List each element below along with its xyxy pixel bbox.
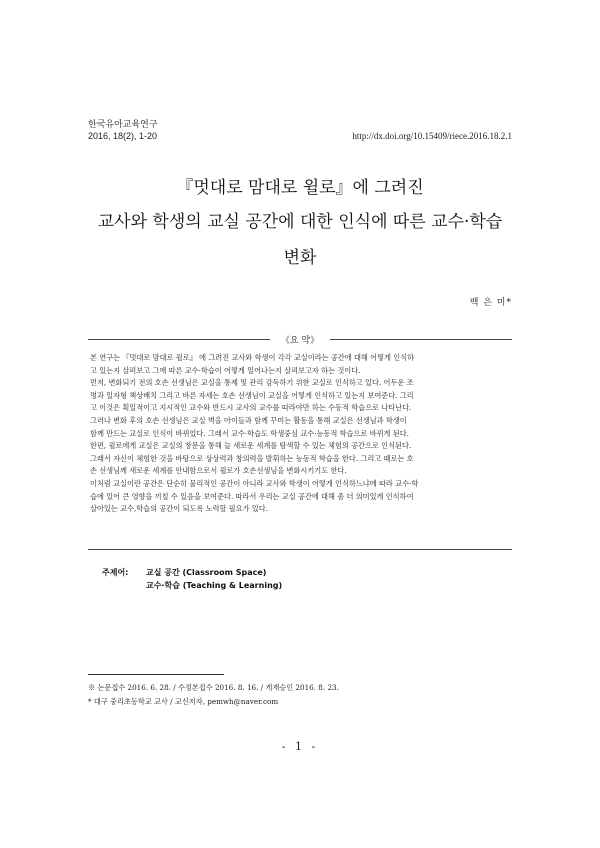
keyword-item: 교실 공간 (Classroom Space): [146, 568, 267, 577]
doi-link[interactable]: http://dx.doi.org/10.15409/riece.2016.18.2.1: [352, 131, 512, 141]
page-number: - 1 -: [281, 740, 319, 753]
footnote-rule: [88, 674, 224, 675]
abstract-line: 살아있는 교수,학습의 공간이 되도록 노력할 필요가 있다.: [90, 504, 268, 514]
abstract-body: [90, 352, 510, 516]
title-line-2: 교사와 학생의 교실 공간에 대한 인식에 따른 교수·학습: [97, 212, 503, 232]
footnote-dates: ※ 논문접수 2016. 6. 28. / 수정본접수 2016. 8. 16. / 게재승인 2016. 8. 23.: [88, 683, 339, 692]
abstract-line: 먼저, 변화되기 전의 호손 선생님은 교실을 통제 및 관리 감독하기 위한 교실로 인식하고 있다. 어두운 조: [90, 378, 414, 388]
journal-name: 한국유아교육연구: [88, 119, 158, 129]
abstract-bottom-rule: [88, 549, 512, 550]
abstract-line: 이처럼 교실이란 공간은 단순히 물리적인 공간이 아니라 교사와 학생이 어떻게 인식하느냐에 따라 교수·학: [90, 478, 419, 488]
footnote-affiliation: * 대구 중리초등학교 교사 / 교신저자, pemwh@naver.com: [88, 697, 279, 706]
keyword-item: 교수·학습 (Teaching & Learning): [146, 581, 283, 590]
abstract-heading: 《요 약》: [280, 336, 320, 346]
keyword-row: [102, 579, 282, 592]
abstract-line: 그래서 자신이 체험한 것을 바탕으로 상상력과 창의력을 발휘하는 능동적 학습을 한다. 그리고 때로는 호: [90, 453, 414, 463]
title-line-1: 『멋대로 맘대로 윌로』에 그려진: [176, 178, 424, 198]
footnotes: [88, 681, 339, 709]
keywords: [102, 566, 282, 592]
abstract-line: 손 선생님께 새로운 세계를 안내함으로서 윌로가 호손선생님을 변화시키기도 한다.: [90, 466, 347, 476]
abstract-line: 습에 있어 큰 영향을 끼칠 수 있음을 보여준다. 따라서 우리는 교실 공간에 대해 좀 더 의미있게 인식하여: [90, 491, 414, 501]
abstract-line: 함께 만드는 교실로 인식이 바뀌었다. 그래서 교수·학습도 학생중심 교수·능동적 학습으로 바뀌게 된다.: [90, 428, 409, 438]
abstract-line: 고 있는지 살펴보고 그에 따른 교수·학습이 어떻게 일어나는지 살펴보고자 하는 것이다.: [90, 365, 361, 375]
journal-info: [88, 118, 158, 142]
keywords-label: 주제어:: [102, 568, 129, 577]
abstract-line: 명과 일자형 책상배치 그리고 바른 자세는 호손 선생님이 교실을 어떻게 인식하고 있는지 보여준다. 그리: [90, 390, 414, 400]
abstract-line: 본 연구는 『멋대로 맘대로 윌로』 에 그려진 교사와 학생이 각각 교실이라는 공간에 대해 어떻게 인식하: [90, 353, 415, 362]
abstract-line: 한편, 윌로에게 교실은 교실의 창문을 통해 늘 새로운 세계를 탐색할 수 있는 체험의 공간으로 인식된다.: [90, 441, 412, 451]
keyword-row: [102, 566, 282, 579]
abstract-line: 고 이것은 획일적이고 지시적인 교수와 반드시 교사의 교수를 따라야만 하는 수동적 학습으로 나타난다.: [90, 403, 412, 413]
author-name: 백 은 미*: [469, 298, 512, 308]
title-line-3: 변화: [283, 248, 317, 268]
journal-issue: 2016, 18(2), 1-20: [88, 131, 158, 141]
abstract-line: 그러나 변화 후의 호손 선생님은 교실 벽을 아이들과 함께 꾸미는 활동을 통해 교실은 선생님과 학생이: [90, 415, 407, 425]
